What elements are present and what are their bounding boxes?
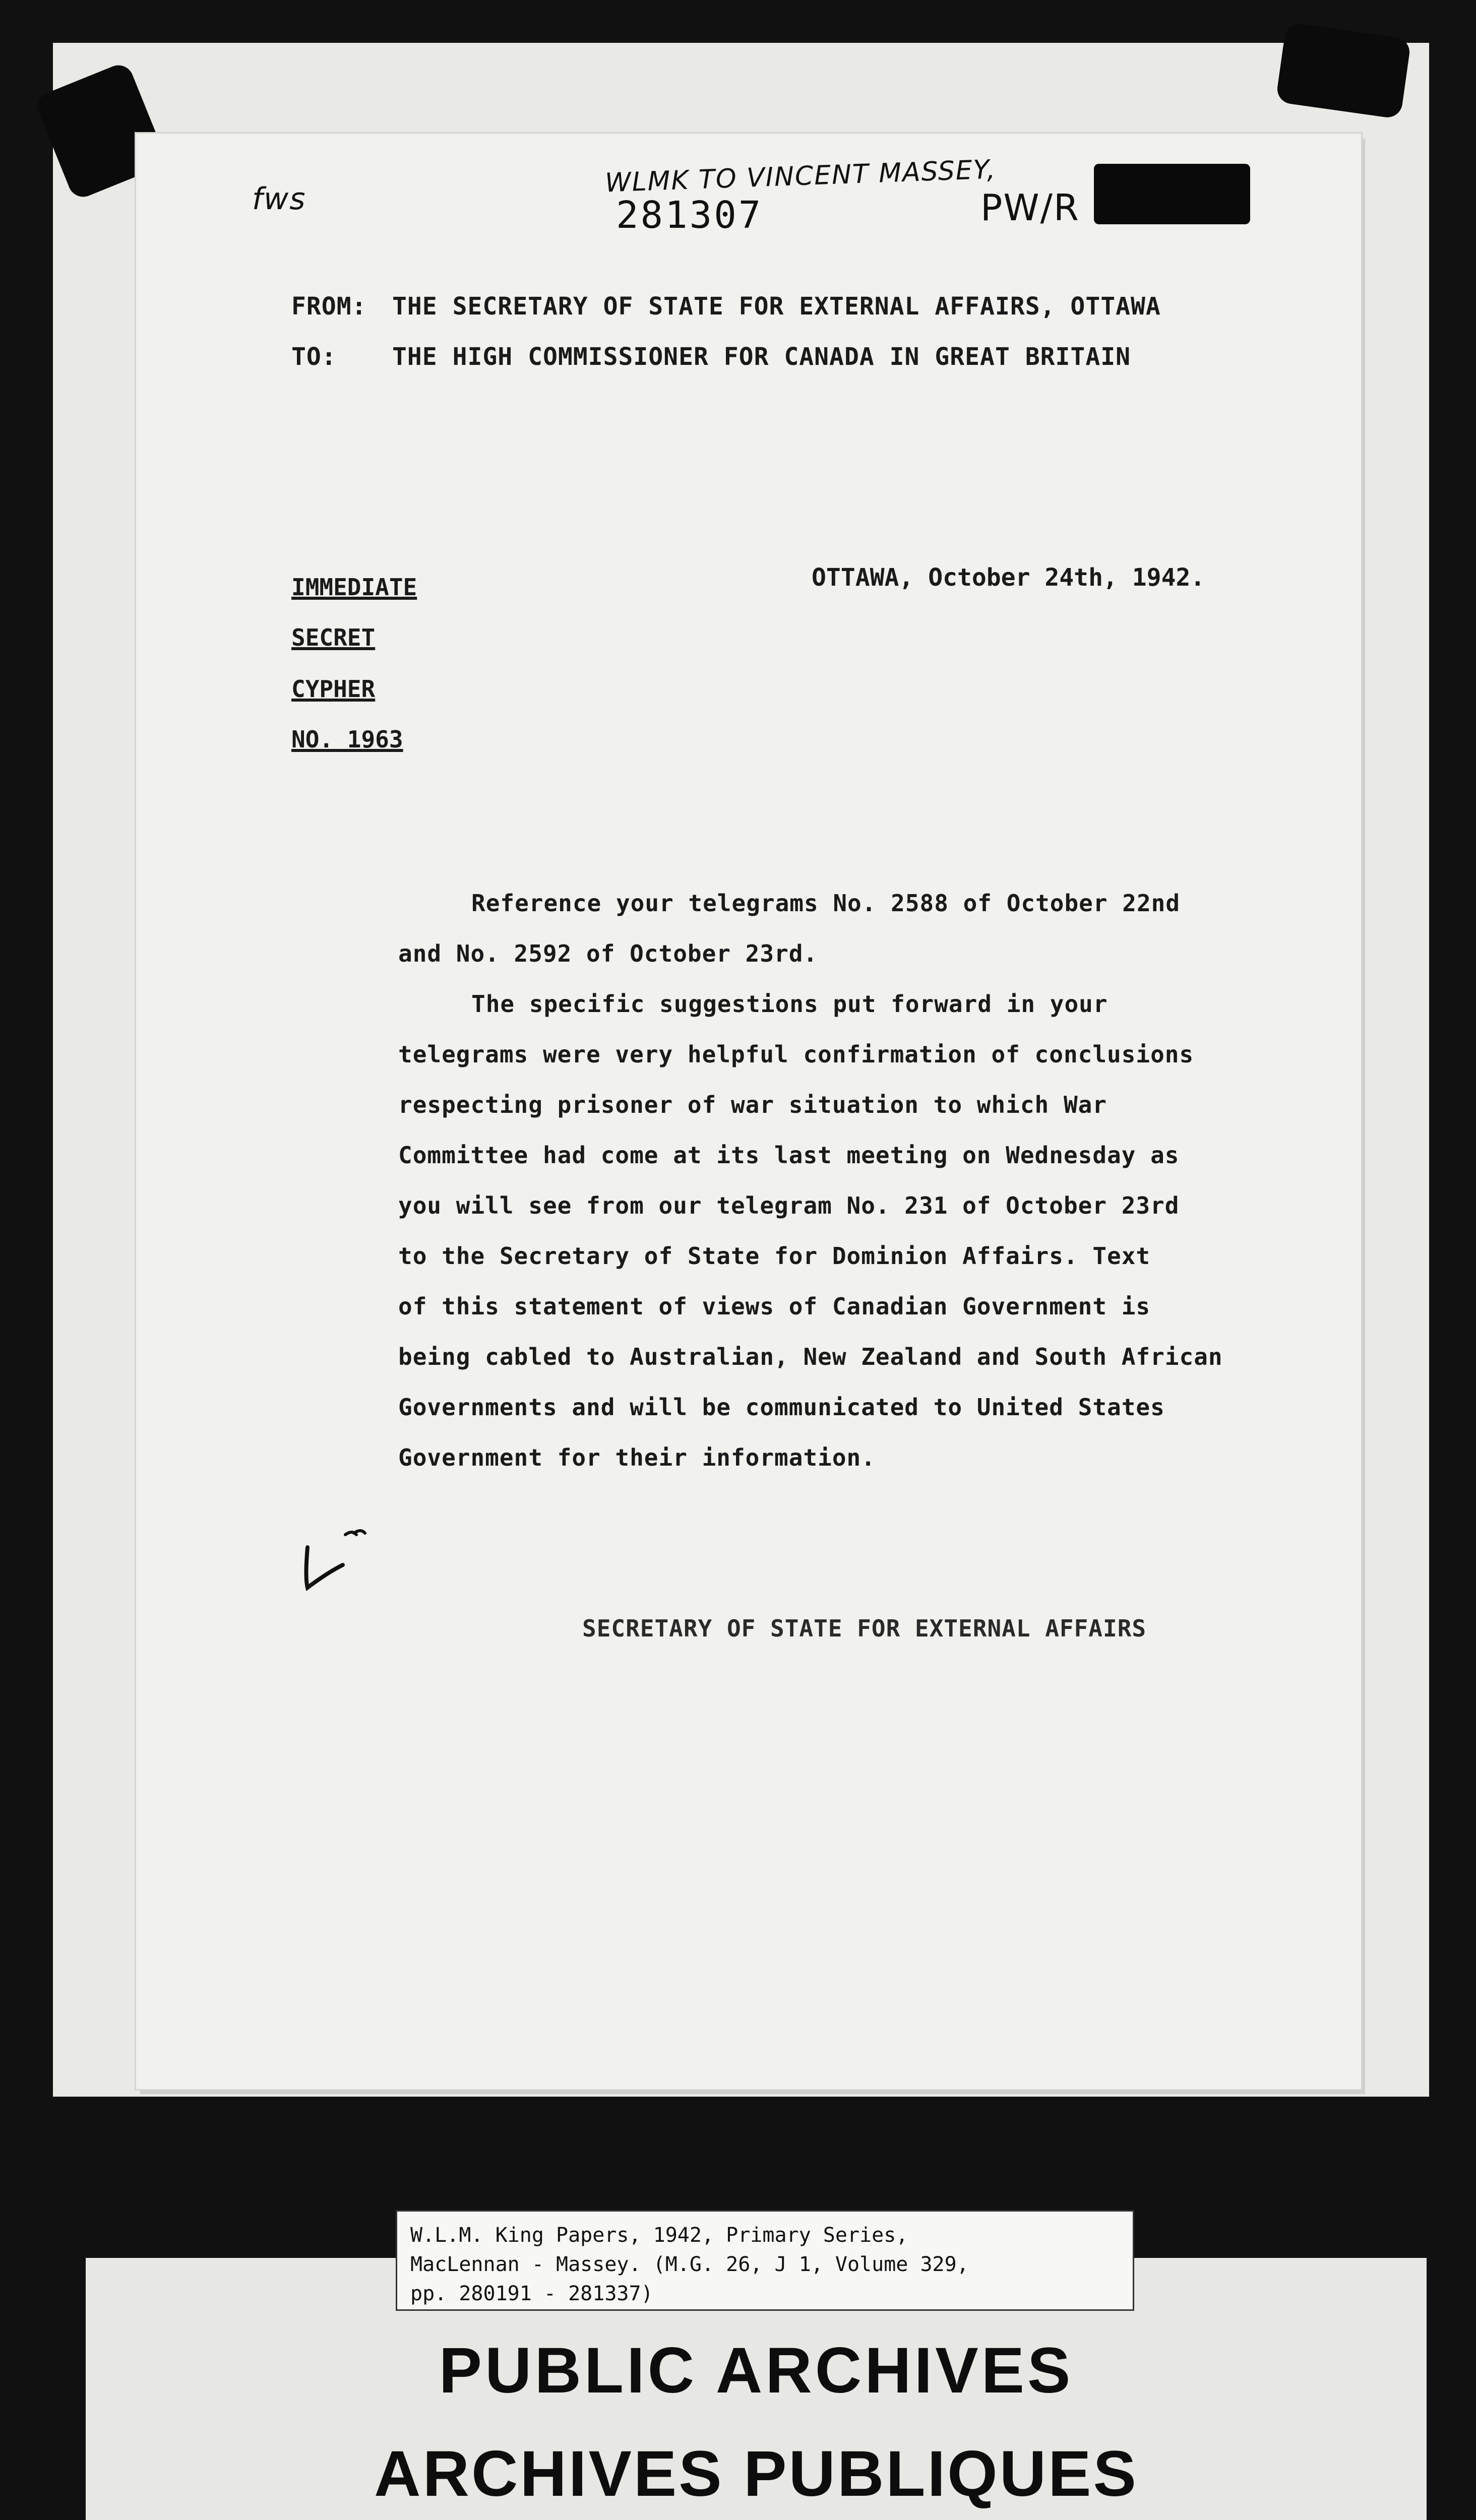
body-line: being cabled to Australian, New Zealand and South African [398, 1343, 1223, 1370]
citation-label [396, 2210, 1134, 2311]
handwritten-initials: fws [252, 181, 306, 217]
marking-secret: SECRET [291, 624, 376, 651]
handwritten-check-mark [297, 1517, 378, 1598]
from-label: FROM: [291, 292, 367, 321]
from-line [291, 292, 1161, 321]
archives-title-en: PUBLIC ARCHIVES [439, 2335, 1074, 2407]
body-line: Reference your telegrams No. 2588 of October 22nd [471, 890, 1181, 917]
dateline: OTTAWA, October 24th, 1942. [812, 563, 1205, 592]
body-line: respecting prisoner of war situation to which War [398, 1091, 1108, 1118]
body-line: you will see from our telegram No. 231 of October 23rd [398, 1192, 1180, 1219]
redaction-block [1094, 164, 1250, 224]
signoff: SECRETARY OF STATE FOR EXTERNAL AFFAIRS [582, 1615, 1147, 1642]
body-line: The specific suggestions put forward in your [471, 990, 1108, 1018]
to-line [291, 343, 1131, 371]
archives-title-fr: ARCHIVES PUBLIQUES [374, 2438, 1138, 2510]
body-line: and No. 2592 of October 23rd. [398, 940, 818, 967]
body-line: to the Secretary of State for Dominion Affairs. Text [398, 1242, 1151, 1270]
binder-clip-right [1275, 22, 1411, 119]
handwritten-top-note: WLMK TO VINCENT MASSEY, [604, 154, 997, 199]
citation-line: pp. 280191 - 281337) [410, 2282, 653, 2305]
marking-immediate: IMMEDIATE [291, 574, 417, 601]
citation-line: MacLennan - Massey. (M.G. 26, J 1, Volume 329, [410, 2253, 969, 2276]
body-line: of this statement of views of Canadian Government is [398, 1293, 1151, 1320]
to-label: TO: [291, 343, 337, 371]
body-line: Committee had come at its last meeting on Wednesday as [398, 1142, 1180, 1169]
body-line: telegrams were very helpful confirmation of conclusions [398, 1041, 1194, 1068]
marking-number: NO. 1963 [291, 726, 403, 753]
to-value: THE HIGH COMMISSIONER FOR CANADA IN GREAT BRITAIN [392, 343, 1131, 371]
body-line: Government for their information. [398, 1444, 876, 1471]
document-stamp-number: 281307 [616, 194, 763, 237]
citation-line: W.L.M. King Papers, 1942, Primary Series, [410, 2224, 908, 2247]
from-value: THE SECRETARY OF STATE FOR EXTERNAL AFFAIRS, OTTAWA [392, 292, 1161, 321]
body-line: Governments and will be communicated to United States [398, 1394, 1165, 1421]
handwritten-file-ref: PW/R [980, 186, 1080, 229]
marking-cypher: CYPHER [291, 675, 376, 703]
